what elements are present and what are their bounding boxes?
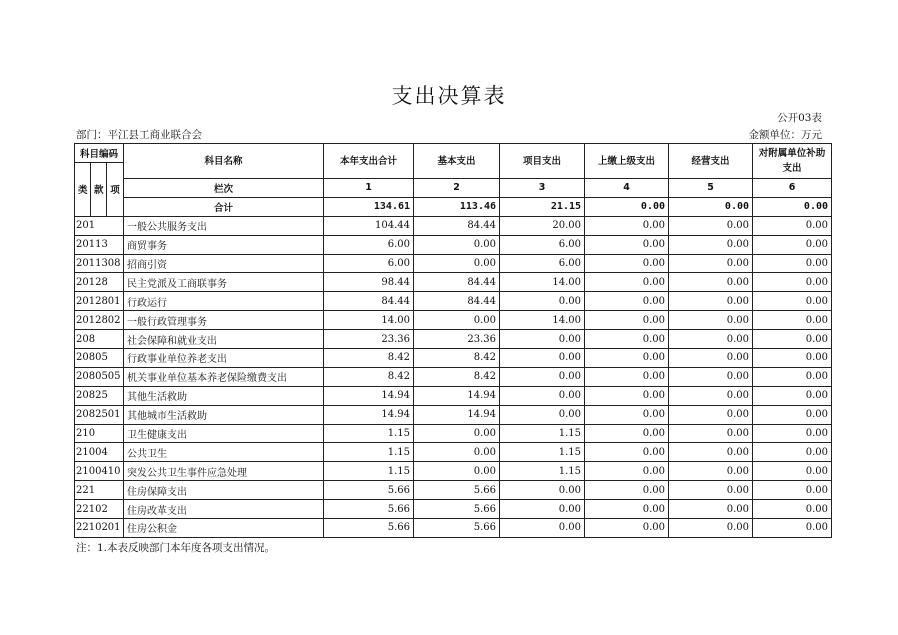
amount-cell: 5.66 xyxy=(324,519,414,538)
form-number: 公开03表 xyxy=(777,112,822,124)
amount-cell: 0.00 xyxy=(753,292,832,311)
amount-cell: 0.00 xyxy=(669,216,753,235)
amount-cell: 1.15 xyxy=(324,443,414,462)
total-value: 0.00 xyxy=(585,197,669,216)
amount-cell: 0.00 xyxy=(669,273,753,292)
subject-name: 卫生健康支出 xyxy=(124,424,324,443)
amount-cell: 0.00 xyxy=(669,386,753,405)
amount-cell: 0.00 xyxy=(669,330,753,349)
amount-cell: 0.00 xyxy=(500,292,585,311)
department-label: 部门：平江县工商业联合会 xyxy=(76,129,202,141)
amount-cell: 0.00 xyxy=(753,386,832,405)
subject-name: 住房保障支出 xyxy=(124,481,324,500)
amount-cell: 0.00 xyxy=(585,216,669,235)
amount-cell: 0.00 xyxy=(585,273,669,292)
amount-cell: 84.44 xyxy=(414,216,500,235)
column-number: 4 xyxy=(585,179,669,198)
table-row xyxy=(75,462,832,481)
column-number: 5 xyxy=(669,179,753,198)
table-body xyxy=(75,216,832,537)
amount-cell: 1.15 xyxy=(324,424,414,443)
amount-cell: 0.00 xyxy=(585,292,669,311)
column-number-row xyxy=(75,179,832,198)
amount-cell: 0.00 xyxy=(669,235,753,254)
total-value: 113.46 xyxy=(414,197,500,216)
table-row xyxy=(75,443,832,462)
table-row xyxy=(75,386,832,405)
amount-cell: 0.00 xyxy=(585,386,669,405)
header-name: 科目名称 xyxy=(124,144,324,179)
subject-code: 2080505 xyxy=(75,367,124,386)
amount-cell: 23.36 xyxy=(414,330,500,349)
amount-cell: 0.00 xyxy=(753,424,832,443)
subject-code: 210 xyxy=(75,424,124,443)
amount-cell: 0.00 xyxy=(753,330,832,349)
table-row xyxy=(75,235,832,254)
amount-cell: 0.00 xyxy=(753,519,832,538)
amount-cell: 0.00 xyxy=(669,405,753,424)
amount-cell: 0.00 xyxy=(500,330,585,349)
subject-code: 2100410 xyxy=(75,462,124,481)
column-number: 6 xyxy=(753,179,832,198)
subject-name: 其他城市生活救助 xyxy=(124,405,324,424)
subject-name: 商贸事务 xyxy=(124,235,324,254)
amount-cell: 0.00 xyxy=(669,349,753,368)
table-row xyxy=(75,405,832,424)
table-row xyxy=(75,367,832,386)
amount-cell: 0.00 xyxy=(669,367,753,386)
subject-code: 20825 xyxy=(75,386,124,405)
amount-cell: 0.00 xyxy=(500,386,585,405)
amount-cell: 0.00 xyxy=(500,349,585,368)
column-number: 2 xyxy=(414,179,500,198)
amount-cell: 0.00 xyxy=(753,462,832,481)
header-code-group: 科目编码 xyxy=(75,144,124,163)
amount-cell: 0.00 xyxy=(585,424,669,443)
amount-cell: 0.00 xyxy=(585,330,669,349)
column-number: 1 xyxy=(324,179,414,198)
header-col-subsidy: 对附属单位补助支出 xyxy=(753,144,832,179)
amount-cell: 5.66 xyxy=(414,519,500,538)
amount-cell: 0.00 xyxy=(753,349,832,368)
amount-cell: 0.00 xyxy=(414,235,500,254)
table-row xyxy=(75,311,832,330)
header-col-basic: 基本支出 xyxy=(414,144,500,179)
subject-name: 民主党派及工商联事务 xyxy=(124,273,324,292)
subject-code: 20113 xyxy=(75,235,124,254)
amount-cell: 0.00 xyxy=(585,462,669,481)
amount-cell: 5.66 xyxy=(414,500,500,519)
column-number: 3 xyxy=(500,179,585,198)
amount-cell: 0.00 xyxy=(753,273,832,292)
amount-cell: 6.00 xyxy=(500,254,585,273)
table-row xyxy=(75,330,832,349)
table-row xyxy=(75,273,832,292)
amount-cell: 14.00 xyxy=(500,273,585,292)
amount-cell: 0.00 xyxy=(414,424,500,443)
table-row xyxy=(75,216,832,235)
header-code-xiang: 项 xyxy=(107,162,124,216)
amount-cell: 0.00 xyxy=(753,405,832,424)
expenditure-table xyxy=(74,143,832,538)
amount-cell: 0.00 xyxy=(753,367,832,386)
header-col-project: 项目支出 xyxy=(500,144,585,179)
amount-cell: 0.00 xyxy=(669,292,753,311)
amount-cell: 0.00 xyxy=(500,481,585,500)
amount-cell: 0.00 xyxy=(753,311,832,330)
subject-name: 招商引资 xyxy=(124,254,324,273)
amount-cell: 0.00 xyxy=(500,500,585,519)
amount-cell: 0.00 xyxy=(500,367,585,386)
table-row xyxy=(75,519,832,538)
amount-cell: 1.15 xyxy=(500,424,585,443)
subject-name: 住房改革支出 xyxy=(124,500,324,519)
table-row xyxy=(75,292,832,311)
amount-cell: 0.00 xyxy=(585,481,669,500)
amount-cell: 5.66 xyxy=(324,500,414,519)
amount-cell: 0.00 xyxy=(585,235,669,254)
header-code-kuan: 款 xyxy=(91,162,107,216)
header-code-lei: 类 xyxy=(75,162,91,216)
amount-cell: 6.00 xyxy=(500,235,585,254)
subject-code: 2011308 xyxy=(75,254,124,273)
amount-cell: 0.00 xyxy=(669,254,753,273)
amount-cell: 0.00 xyxy=(669,311,753,330)
amount-cell: 0.00 xyxy=(414,443,500,462)
total-value: 134.61 xyxy=(324,197,414,216)
amount-cell: 0.00 xyxy=(585,405,669,424)
subject-name: 行政事业单位养老支出 xyxy=(124,349,324,368)
subject-name: 机关事业单位基本养老保险缴费支出 xyxy=(124,367,324,386)
amount-cell: 104.44 xyxy=(324,216,414,235)
total-value: 21.15 xyxy=(500,197,585,216)
subject-code: 21004 xyxy=(75,443,124,462)
subject-name: 一般公共服务支出 xyxy=(124,216,324,235)
total-value: 0.00 xyxy=(753,197,832,216)
table-row xyxy=(75,481,832,500)
amount-cell: 8.42 xyxy=(414,367,500,386)
subject-name: 行政运行 xyxy=(124,292,324,311)
subject-name: 一般行政管理事务 xyxy=(124,311,324,330)
subject-code: 2012801 xyxy=(75,292,124,311)
subject-name: 社会保障和就业支出 xyxy=(124,330,324,349)
footnote: 注：1.本表反映部门本年度各项支出情况。 xyxy=(76,542,276,554)
subject-code: 20805 xyxy=(75,349,124,368)
amount-cell: 84.44 xyxy=(414,273,500,292)
subject-code: 2012802 xyxy=(75,311,124,330)
amount-cell: 0.00 xyxy=(669,519,753,538)
subject-code: 2210201 xyxy=(75,519,124,538)
amount-cell: 5.66 xyxy=(324,481,414,500)
page-title: 支出决算表 xyxy=(391,84,507,108)
header-col-remit: 上缴上级支出 xyxy=(585,144,669,179)
amount-cell: 8.42 xyxy=(324,349,414,368)
amount-cell: 0.00 xyxy=(669,481,753,500)
header-row-1 xyxy=(75,144,832,163)
amount-cell: 23.36 xyxy=(324,330,414,349)
amount-cell: 0.00 xyxy=(753,235,832,254)
header-col-total: 本年支出合计 xyxy=(324,144,414,179)
subject-code: 221 xyxy=(75,481,124,500)
amount-cell: 0.00 xyxy=(753,500,832,519)
total-value: 0.00 xyxy=(669,197,753,216)
amount-cell: 1.15 xyxy=(500,462,585,481)
amount-cell: 14.00 xyxy=(500,311,585,330)
amount-cell: 0.00 xyxy=(753,443,832,462)
subject-code: 201 xyxy=(75,216,124,235)
subject-code: 208 xyxy=(75,330,124,349)
amount-cell: 0.00 xyxy=(585,311,669,330)
amount-cell: 84.44 xyxy=(414,292,500,311)
subject-code: 20128 xyxy=(75,273,124,292)
amount-cell: 98.44 xyxy=(324,273,414,292)
amount-cell: 0.00 xyxy=(669,443,753,462)
total-label: 合计 xyxy=(124,197,324,216)
amount-cell: 0.00 xyxy=(585,519,669,538)
amount-cell: 0.00 xyxy=(753,216,832,235)
amount-cell: 14.94 xyxy=(414,405,500,424)
amount-cell: 0.00 xyxy=(500,405,585,424)
amount-cell: 5.66 xyxy=(414,481,500,500)
amount-unit-label: 金额单位：万元 xyxy=(748,129,822,141)
amount-cell: 0.00 xyxy=(500,519,585,538)
amount-cell: 0.00 xyxy=(753,481,832,500)
table-row xyxy=(75,424,832,443)
amount-cell: 84.44 xyxy=(324,292,414,311)
amount-cell: 14.94 xyxy=(324,386,414,405)
table-row xyxy=(75,349,832,368)
amount-cell: 0.00 xyxy=(669,500,753,519)
amount-cell: 0.00 xyxy=(753,254,832,273)
amount-cell: 0.00 xyxy=(585,349,669,368)
row-label: 栏次 xyxy=(124,179,324,198)
subject-code: 2082501 xyxy=(75,405,124,424)
amount-cell: 0.00 xyxy=(414,311,500,330)
amount-cell: 6.00 xyxy=(324,235,414,254)
subject-name: 住房公积金 xyxy=(124,519,324,538)
amount-cell: 6.00 xyxy=(324,254,414,273)
subject-name: 公共卫生 xyxy=(124,443,324,462)
subject-code: 22102 xyxy=(75,500,124,519)
amount-cell: 0.00 xyxy=(669,462,753,481)
table-row xyxy=(75,254,832,273)
amount-cell: 1.15 xyxy=(500,443,585,462)
amount-cell: 0.00 xyxy=(669,424,753,443)
amount-cell: 8.42 xyxy=(324,367,414,386)
amount-cell: 0.00 xyxy=(585,443,669,462)
amount-cell: 0.00 xyxy=(585,254,669,273)
amount-cell: 0.00 xyxy=(414,462,500,481)
amount-cell: 0.00 xyxy=(414,254,500,273)
total-row xyxy=(75,197,832,216)
amount-cell: 8.42 xyxy=(414,349,500,368)
header-col-operating: 经营支出 xyxy=(669,144,753,179)
table-row xyxy=(75,500,832,519)
subject-name: 突发公共卫生事件应急处理 xyxy=(124,462,324,481)
subject-name: 其他生活救助 xyxy=(124,386,324,405)
amount-cell: 14.00 xyxy=(324,311,414,330)
amount-cell: 20.00 xyxy=(500,216,585,235)
amount-cell: 14.94 xyxy=(414,386,500,405)
amount-cell: 1.15 xyxy=(324,462,414,481)
amount-cell: 0.00 xyxy=(585,367,669,386)
amount-cell: 14.94 xyxy=(324,405,414,424)
amount-cell: 0.00 xyxy=(585,500,669,519)
